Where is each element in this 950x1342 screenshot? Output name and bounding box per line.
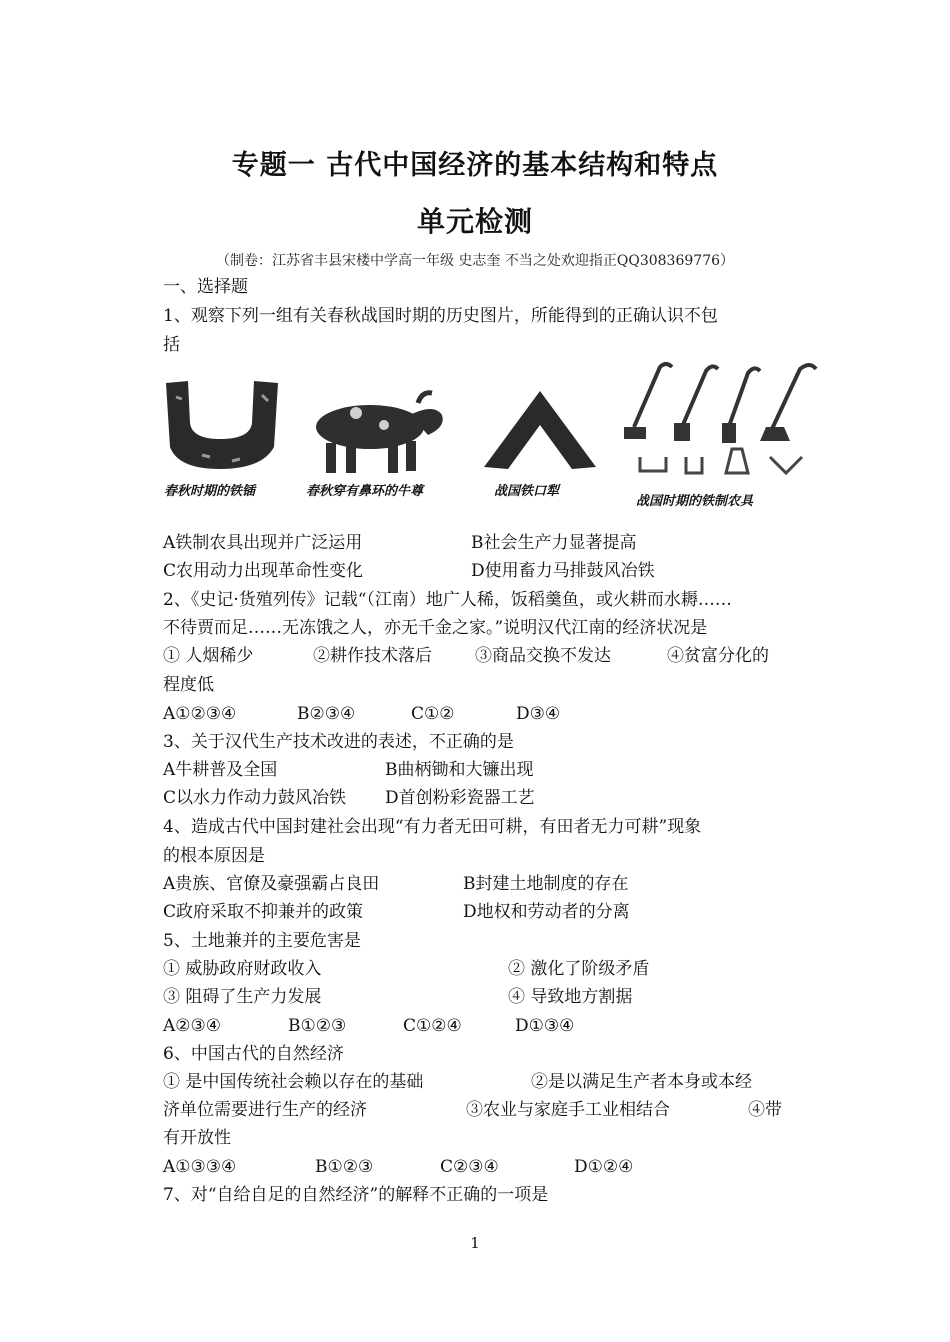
q6-statement-4: ④带 bbox=[748, 1100, 782, 1120]
q4-option-d: D地权和劳动者的分离 bbox=[463, 902, 630, 922]
caption-iron-plow: 战国铁口犁 bbox=[494, 484, 560, 499]
q6-statement-2-cont: 济单位需要进行生产的经济 bbox=[163, 1100, 367, 1120]
document-title: 专题一 古代中国经济的基本结构和特点 bbox=[231, 150, 719, 181]
q6-statement-2: ②是以满足生产者本身或本经 bbox=[531, 1072, 752, 1092]
q2-option-c: C①② bbox=[411, 704, 455, 724]
caption-iron-tools: 战国时期的铁制农具 bbox=[636, 494, 754, 509]
q3-option-d: D首创粉彩瓷器工艺 bbox=[385, 788, 535, 808]
q5-statement-3: ③ 阻碍了生产力发展 bbox=[163, 987, 322, 1007]
q2-statement-4: ④贫富分化的 bbox=[667, 646, 769, 666]
q4-stem-line2: 的根本原因是 bbox=[163, 846, 265, 866]
q5-statement-2: ② 激化了阶级矛盾 bbox=[508, 959, 650, 979]
q2-statement-3: ③商品交换不发达 bbox=[475, 646, 611, 666]
q6-statement-1: ① 是中国传统社会赖以存在的基础 bbox=[163, 1072, 424, 1092]
q5-option-c: C①②④ bbox=[403, 1016, 462, 1036]
iron-spade-image bbox=[162, 377, 282, 472]
q5-option-d: D①③④ bbox=[515, 1016, 575, 1036]
section-heading: 一、选择题 bbox=[163, 277, 248, 297]
q7-stem: 7、对“自给自足的自然经济”的解释不正确的一项是 bbox=[163, 1185, 549, 1205]
q5-option-a: A②③④ bbox=[163, 1016, 221, 1036]
q4-stem-line1: 4、造成古代中国封建社会出现“有力者无田可耕，有田者无力可耕”现象 bbox=[163, 817, 702, 837]
q4-option-b: B封建土地制度的存在 bbox=[463, 874, 629, 894]
q3-option-b: B曲柄锄和大镰出现 bbox=[385, 760, 534, 780]
author-note: （制卷：江苏省丰县宋楼中学高一年级 史志奎 不当之处欢迎指正QQ308369776） bbox=[215, 253, 735, 269]
caption-ox-zun: 春秋穿有鼻环的牛尊 bbox=[306, 484, 424, 499]
q1-figure-strip bbox=[160, 357, 835, 517]
document-subtitle: 单元检测 bbox=[416, 205, 533, 238]
q3-option-c: C以水力作动力鼓风冶铁 bbox=[163, 788, 347, 808]
q1-option-d: D使用畜力马排鼓风冶铁 bbox=[471, 561, 655, 581]
q2-statement-2: ②耕作技术落后 bbox=[313, 646, 432, 666]
q1-option-a: A铁制农具出现并广泛运用 bbox=[163, 533, 363, 553]
q2-option-b: B②③④ bbox=[297, 704, 356, 724]
q6-stem: 6、中国古代的自然经济 bbox=[163, 1044, 344, 1064]
q3-stem: 3、关于汉代生产技术改进的表述，不正确的是 bbox=[163, 732, 514, 752]
q2-statement-4-cont: 程度低 bbox=[163, 675, 214, 695]
q1-option-c: C农用动力出现革命性变化 bbox=[163, 561, 364, 581]
q6-statement-4-cont: 有开放性 bbox=[163, 1128, 231, 1148]
caption-iron-spade: 春秋时期的铁锸 bbox=[164, 484, 256, 499]
q2-stem-line1: 2、《史记·货殖列传》记载“（江南）地广人稀，饭稻羹鱼，或火耕而水耨…… bbox=[163, 590, 732, 610]
q5-statement-4: ④ 导致地方割据 bbox=[508, 987, 633, 1007]
q6-option-c: C②③④ bbox=[440, 1157, 499, 1177]
q5-statement-1: ① 威胁政府财政收入 bbox=[163, 959, 322, 979]
q6-option-d: D①②④ bbox=[574, 1157, 634, 1177]
q6-option-b: B①②③ bbox=[315, 1157, 374, 1177]
q1-option-b: B社会生产力显著提高 bbox=[471, 533, 637, 553]
q4-option-c: C政府采取不抑兼并的政策 bbox=[163, 902, 364, 922]
q5-option-b: B①②③ bbox=[288, 1016, 347, 1036]
iron-plow-image bbox=[480, 385, 600, 475]
q2-statement-1: ① 人烟稀少 bbox=[163, 646, 254, 666]
q4-option-a: A贵族、官僚及豪强霸占良田 bbox=[163, 874, 380, 894]
q6-option-a: A①③③④ bbox=[163, 1157, 237, 1177]
page-number: 1 bbox=[470, 1234, 480, 1252]
q2-stem-line2: 不待贾而足……无冻饿之人，亦无千金之家。”说明汉代江南的经济状况是 bbox=[163, 618, 708, 638]
q3-option-a: A牛耕普及全国 bbox=[163, 760, 278, 780]
q5-stem: 5、土地兼并的主要危害是 bbox=[163, 931, 361, 951]
iron-tools-image bbox=[620, 357, 835, 487]
q6-statement-3: ③农业与家庭手工业相结合 bbox=[466, 1100, 670, 1120]
q1-stem-line2: 括 bbox=[163, 335, 180, 355]
q2-option-a: A①②③④ bbox=[163, 704, 237, 724]
q1-stem-line1: 1、观察下列一组有关春秋战国时期的历史图片，所能得到的正确认识不包 bbox=[163, 306, 718, 326]
ox-zun-image bbox=[300, 385, 450, 480]
q2-option-d: D③④ bbox=[516, 704, 561, 724]
